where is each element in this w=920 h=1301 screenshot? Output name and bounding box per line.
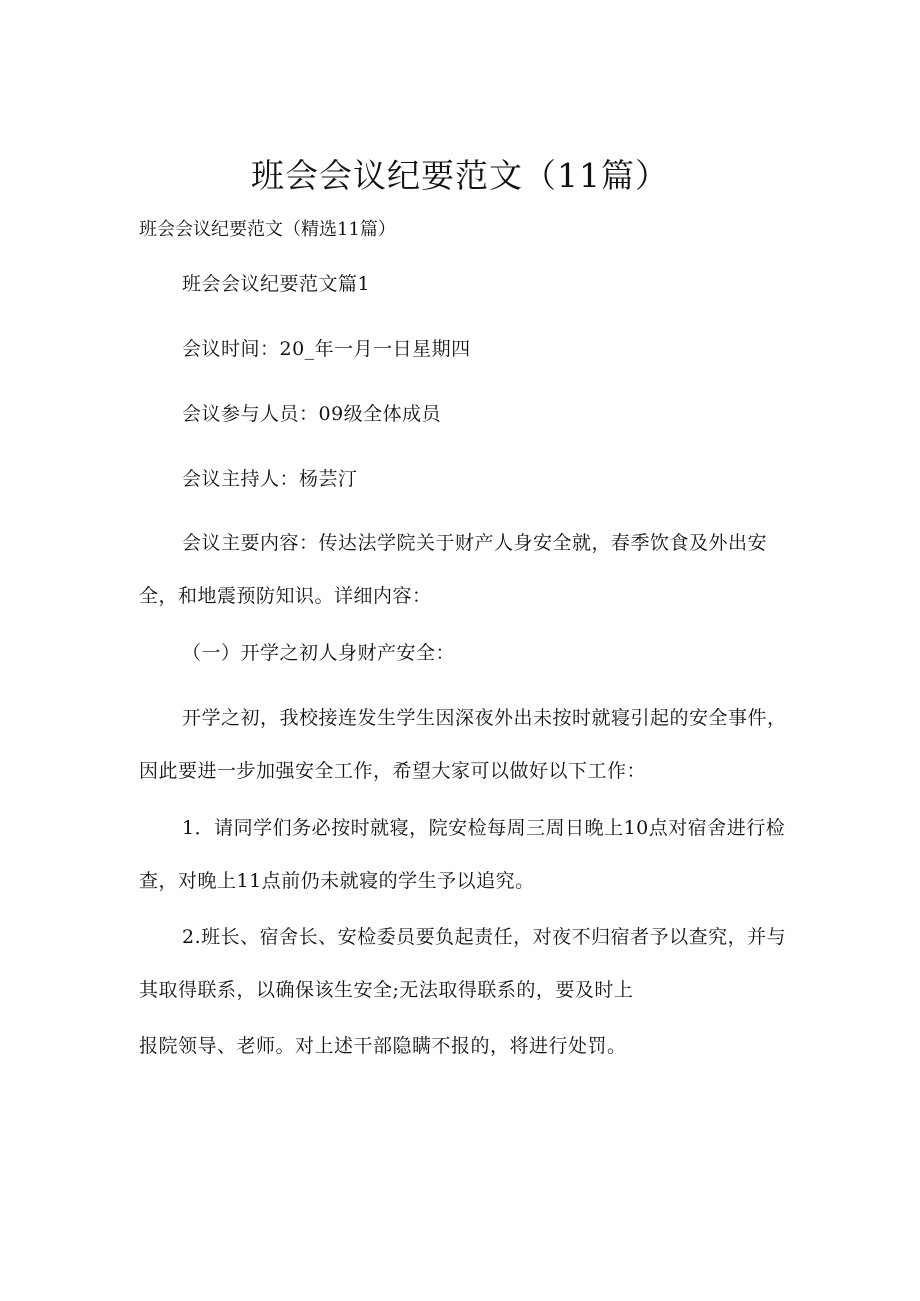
- list-item-1: 1．请同学们务必按时就寝，院安检每周三周日晚上10点对宿舍进行检查，对晚上11点前仍未就寝的学生予以追究。: [139, 817, 786, 892]
- subsection-heading: （一）开学之初人身财产安全：: [182, 642, 456, 664]
- section-heading: 班会会议纪要范文篇1: [182, 273, 371, 295]
- list-item-2: 2.班长、宿舍长、安检委员要负起责任，对夜不归宿者予以查究，并与其取得联系，以确保该生安全;无法取得联系的，要及时上: [139, 926, 787, 1001]
- meeting-time: 会议时间：20_年一月一日星期四: [182, 338, 471, 360]
- meeting-content: 会议主要内容：传达法学院关于财产人身安全就，春季饮食及外出安全，和地震预防知识。详细内容：: [139, 532, 768, 607]
- body-paragraph: 开学之初，我校接连发生学生因深夜外出未按时就寝引起的安全事件，因此要进一步加强安全工作，希望大家可以做好以下工作：: [139, 707, 787, 782]
- meeting-attendees: 会议参与人员：09级全体成员: [182, 403, 442, 425]
- document-title: 班会会议纪要范文（11篇）: [251, 156, 669, 195]
- list-item-2-continued: 报院领导、老师。对上述干部隐瞒不报的，将进行处罚。: [139, 1035, 627, 1057]
- meeting-host: 会议主持人：杨芸汀: [182, 468, 358, 490]
- document-subtitle: 班会会议纪要范文（精选11篇）: [139, 219, 396, 240]
